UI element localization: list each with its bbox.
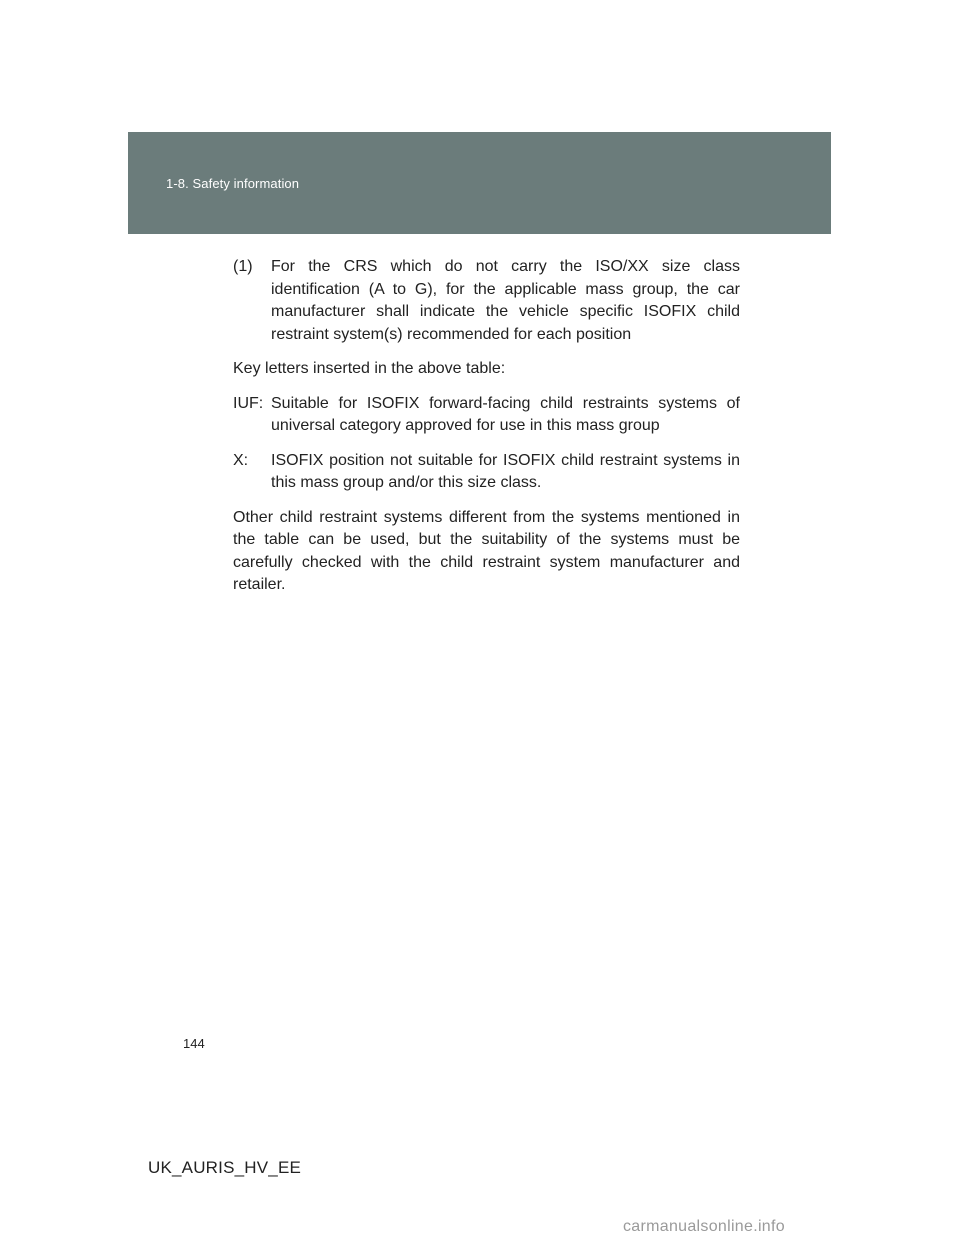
key-item-iuf xyxy=(233,393,740,438)
page-number: 144 xyxy=(183,1036,205,1051)
footnote-item xyxy=(233,256,740,346)
section-header-band xyxy=(128,132,831,234)
footnote-marker: (1) xyxy=(233,258,253,275)
section-title: 1-8. Safety information xyxy=(166,176,300,191)
footnote-text: For the CRS which do not carry the ISO/XX size class identification (A to G), for the applicable mass group, the car manufacturer shall indicate the vehicle specific ISOFIX child restraint system(s) recommended for each position xyxy=(271,258,740,343)
key-description: ISOFIX position not suitable for ISOFIX child restraint systems in this mass group and/or this size class. xyxy=(271,451,740,491)
key-intro: Key letters inserted in the above table: xyxy=(233,360,506,377)
key-code: IUF: xyxy=(233,394,264,412)
document-code: UK_AURIS_HV_EE xyxy=(148,1158,302,1177)
closing-paragraph: Other child restraint systems different from the systems mentioned in the table can be used, but the suitability of the systems must be carefully checked with the child restraint system manufacturer and retailer. xyxy=(233,508,740,593)
key-item-x xyxy=(233,450,740,495)
page-content xyxy=(233,256,740,609)
key-description: Suitable for ISOFIX forward-facing child restraints systems of universal category approved for use in this mass group xyxy=(271,394,740,434)
watermark-text: carmanualsonline.info xyxy=(623,1218,785,1235)
key-code: X: xyxy=(233,451,249,469)
